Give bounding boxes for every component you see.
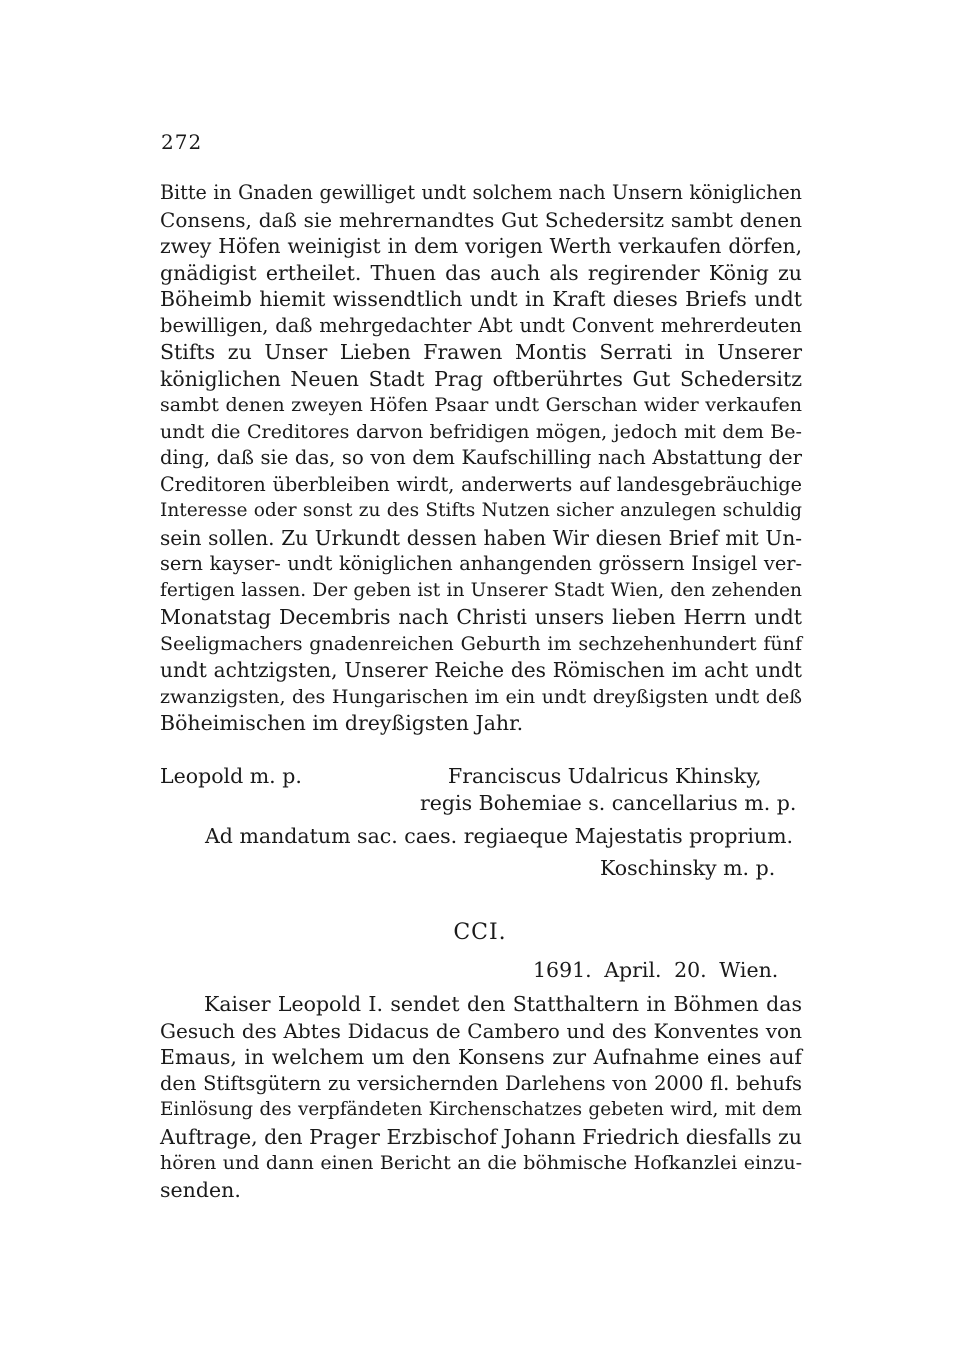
text-line: senden. <box>160 1177 241 1202</box>
text-line: Böheimischen im dreyßigsten Jahr. <box>160 711 524 735</box>
text-line: Gesuch des Abtes Didacus de Cambero und des Konventes von <box>160 1018 802 1043</box>
text-line: undt die Creditores darvon befridigen mögen, jedoch mit dem Be- <box>160 420 802 443</box>
text-line: ding, daß sie das, so von dem Kaufschilling nach Abstattung der <box>160 446 802 469</box>
text-line: Bitte in Gnaden gewilliget undt solchem nach Unsern königlichen <box>160 181 802 204</box>
signature-khinsky: Franciscus Udalricus Khinsky, <box>448 764 762 788</box>
text-line: Stifts zu Unser Lieben Frawen Montis Serrati in Unserer <box>160 340 802 364</box>
page-number: 272 <box>161 130 203 154</box>
text-line: Seeligmachers gnadenreichen Geburth im sechzehenhundert fünf <box>160 632 802 655</box>
text-line: sern kayser- undt königlichen anhangenden grössern Insigel ver- <box>160 552 802 575</box>
text-line: den Stiftsgütern zu versichernden Darlehens von 2000 fl. behufs <box>160 1071 802 1095</box>
text-line: Einlösung des verpfändeten Kirchenschatzes gebeten wird, mit dem <box>160 1099 802 1120</box>
dateline: 1691. April. 20. Wien. <box>533 958 779 982</box>
document-number: CCI. <box>453 920 507 945</box>
signature-leopold: Leopold m. p. <box>160 764 302 788</box>
text-line: zwanzigsten, des Hungarischen im ein undt dreyßigsten undt deß <box>160 685 802 708</box>
text-line: sambt denen zweyen Höfen Psaar undt Gerschan wider verkaufen <box>160 394 802 416</box>
text-line: bewilligen, daß mehrgedachter Abt undt Convent mehrerdeuten <box>160 313 802 337</box>
text-line: hören und dann einen Bericht an die böhmische Hofkanzlei einzu- <box>160 1152 802 1174</box>
text-line: Monatstag Decembris nach Christi unsers lieben Herrn undt <box>160 605 802 629</box>
text-line: gnädigist ertheilet. Thuen das auch als regirender König zu <box>160 260 802 285</box>
countersignature: Koschinsky m. p. <box>600 856 776 880</box>
text-line: undt achtzigsten, Unserer Reiche des Römischen im acht undt <box>160 658 802 682</box>
text-line: Kaiser Leopold I. sendet den Statthaltern in Böhmen das <box>204 992 802 1016</box>
text-line: zwey Höfen weinigist in dem vorigen Werth verkaufen dörfen, <box>160 234 802 258</box>
text-line: Emaus, in welchem um den Konsens zur Aufnahme eines auf <box>160 1045 802 1069</box>
main-text-block <box>160 180 802 737</box>
text-line: Interesse oder sonst zu des Stifts Nutzen sicher anzulegen schuldig <box>160 500 802 521</box>
mandate-line: Ad mandatum sac. caes. regiaeque Majestatis proprium. <box>205 824 794 848</box>
signature-khinsky-title: regis Bohemiae s. cancellarius m. p. <box>420 791 797 815</box>
text-line: Consens, daß sie mehrernandtes Gut Schedersitz sambt denen <box>160 207 802 232</box>
text-line: Creditoren überbleiben wirdt, anderwerts auf landesgebräuchige <box>160 472 802 496</box>
text-line: Böheimb hiemit wissendtlich undt in Kraft dieses Briefs undt <box>160 287 802 311</box>
text-line: fertigen lassen. Der geben ist in Unserer Stadt Wien, den zehenden <box>160 579 802 601</box>
summary-text-block <box>160 991 802 1203</box>
text-line: sein sollen. Zu Urkundt dessen haben Wir diesen Brief mit Un- <box>160 525 802 550</box>
text-line: Auftrage, den Prager Erzbischof Johann Friedrich diesfalls zu <box>160 1124 802 1149</box>
text-line: königlichen Neuen Stadt Prag oftberührtes Gut Schedersitz <box>160 366 802 391</box>
